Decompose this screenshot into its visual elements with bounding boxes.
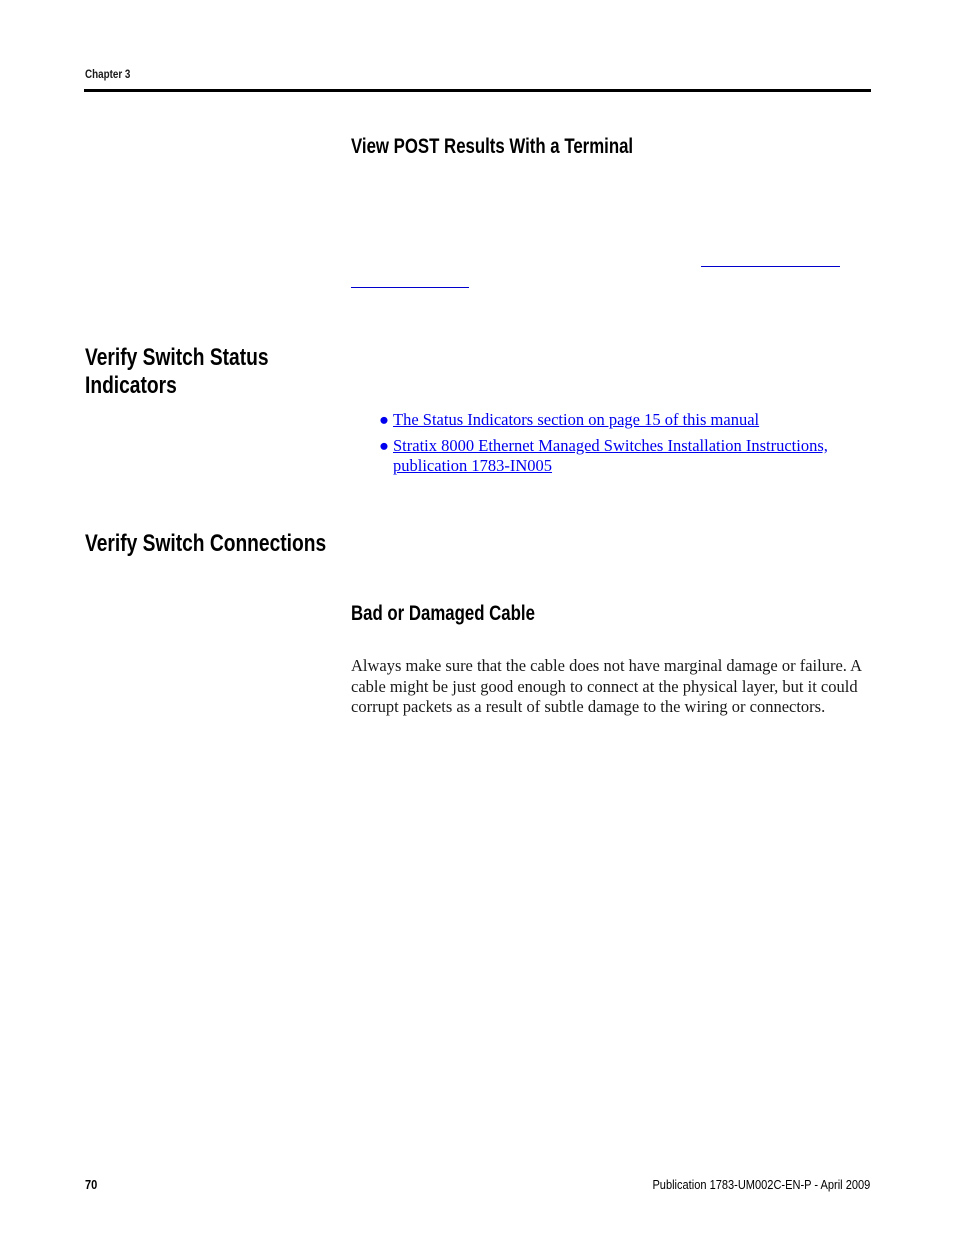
post-terminal-heading: View POST Results With a Terminal [351,135,634,158]
status-indicators-links [379,410,859,482]
page-number: 70 [85,1177,98,1192]
bullet-icon: ● [379,436,389,455]
link-underline-2[interactable] [351,287,469,288]
installation-instructions-link-line2: publication 1783-IN005 [393,456,553,475]
installation-instructions-link-line1: Stratix 8000 Ethernet Managed Switches Installation Instructions, [393,436,828,455]
list-item [379,436,859,476]
list-item [379,410,859,430]
status-indicators-heading-line1: Verify Switch Status [85,344,269,371]
bad-cable-heading: Bad or Damaged Cable [351,602,535,625]
bullet-icon: ● [379,410,389,429]
status-indicators-heading-line2: Indicators [85,372,177,399]
header-rule [84,89,871,92]
installation-instructions-link[interactable] [393,436,828,475]
link-underline-1[interactable] [701,266,840,267]
status-indicators-heading [85,344,314,400]
bad-cable-paragraph: Always make sure that the cable does not have marginal damage or failure. A cable might be just good enough to connect at the physical layer, but it could corrupt packets as a result of subtle damage to the wiring or connectors. [351,656,862,716]
status-indicators-section-link[interactable]: The Status Indicators section on page 15 of this manual [393,410,760,429]
publication-info: Publication 1783-UM002C-EN-P - April 2009 [652,1177,870,1192]
chapter-label: Chapter 3 [85,67,131,81]
switch-connections-heading: Verify Switch Connections [85,530,327,557]
